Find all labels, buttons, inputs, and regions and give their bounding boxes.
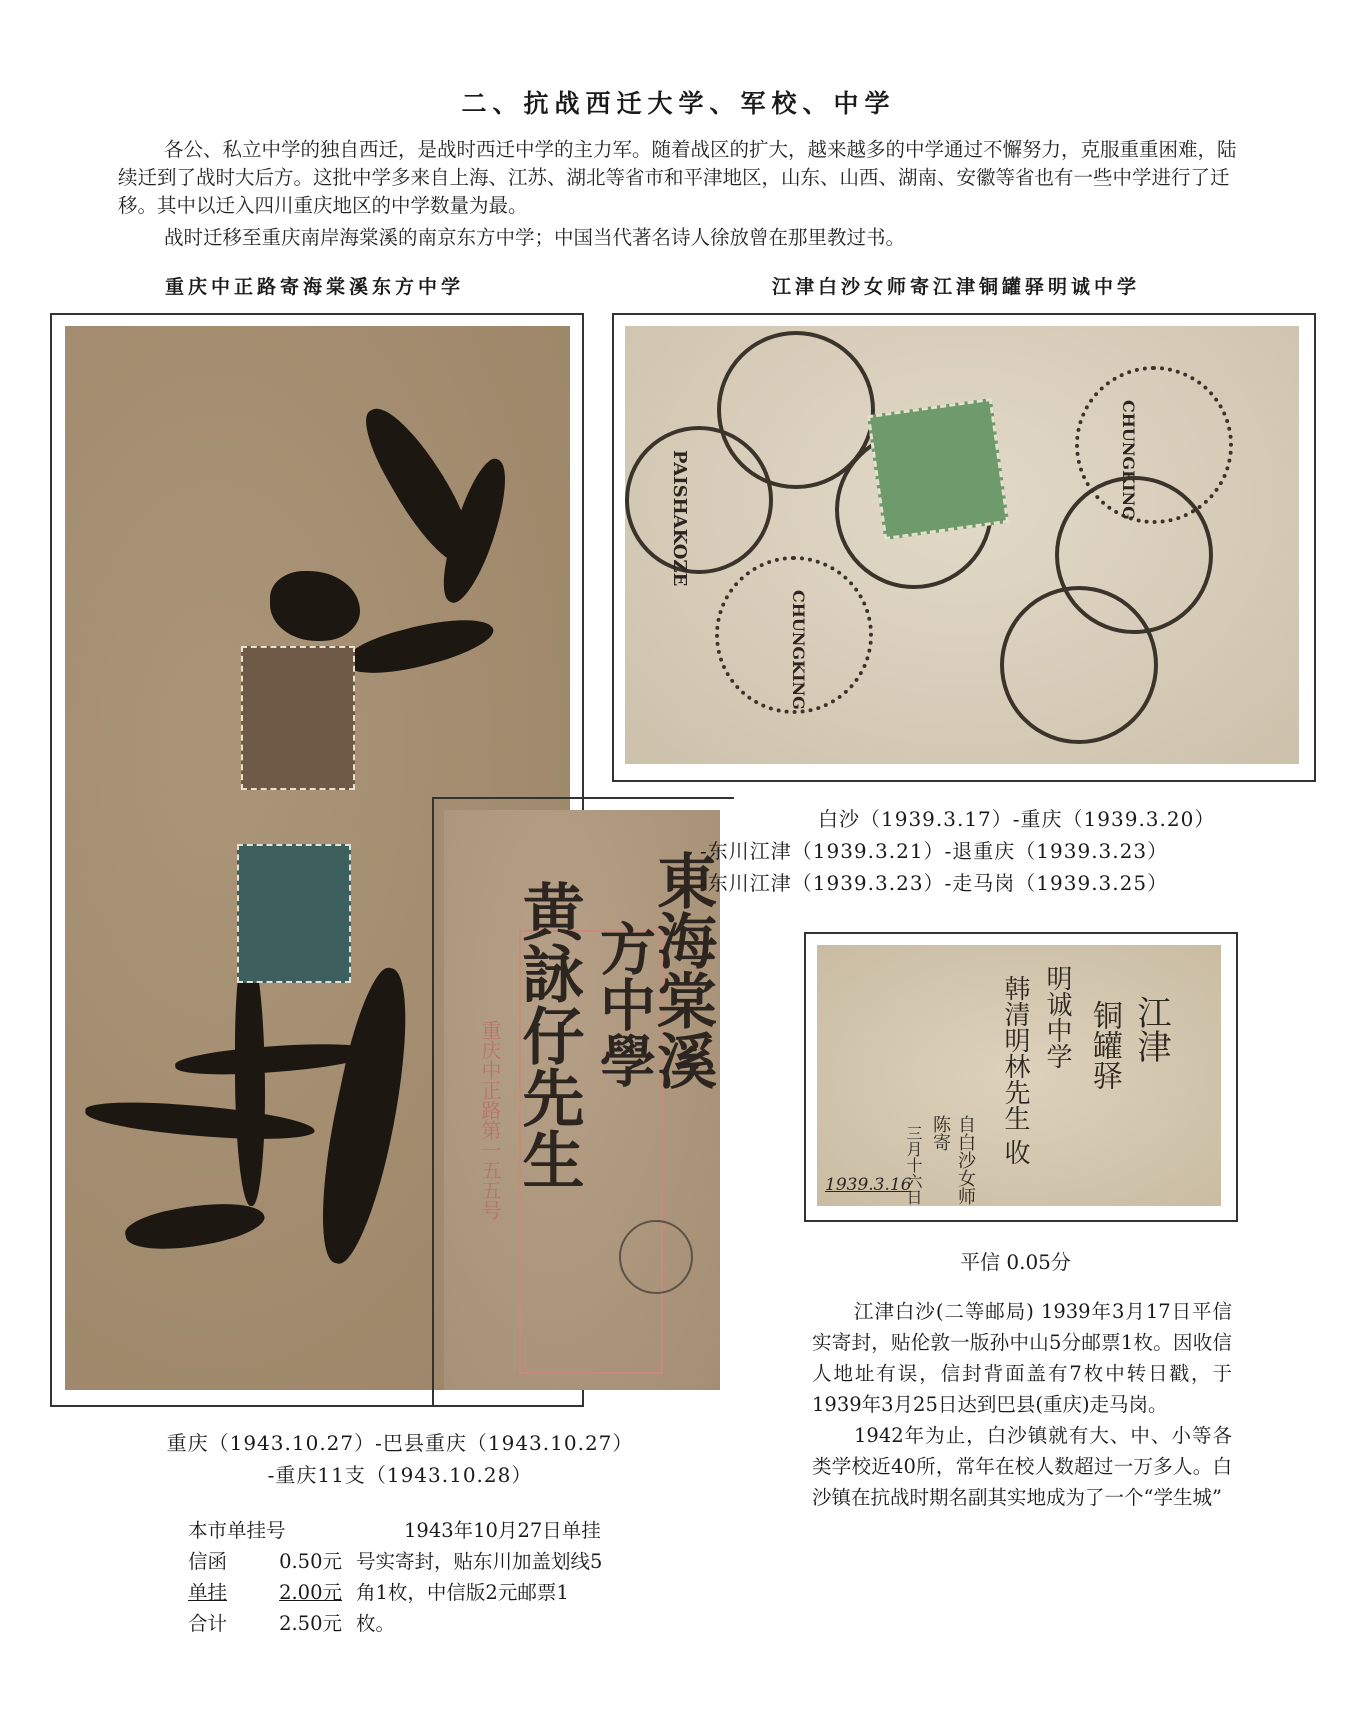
right-cover-front: 江津 铜罐驿 明诚中学 韩清明林先生 收 自白沙女师 陈寄 三月十六日 1939.3.16 — [817, 945, 1221, 1206]
intro-paragraph-2: 战时迁移至重庆南岸海棠溪的南京东方中学；中国当代著名诗人徐放曾在那里教过书。 — [164, 226, 906, 249]
right-cover-back — [625, 326, 1299, 764]
front-date: 1939.3.16 — [825, 1175, 912, 1195]
left-route: 重庆（1943.10.27）-巴县重庆（1943.10.27） -重庆11支（1943.10.28） — [166, 1431, 634, 1487]
left-caption: 重庆中正路寄海棠溪东方中学 — [165, 276, 465, 298]
postmark-chungking-2: CHUNGKING — [1075, 366, 1233, 524]
right-route: 白沙（1939.3.17）-重庆（1939.3.20） -东川江津（1939.3.21）-退重庆（1939.3.23） -东川江津（1939.3.23）-走马岗（1939.3.25） — [700, 807, 1216, 895]
postmark-chungking-1: CHUNGKING — [715, 556, 873, 714]
intro-paragraph: 各公、私立中学的独自西迁，是战时西迁中学的主力军。随着战区的扩大，越来越多的中学通过不懈努力，克服重重困难，陆续迁到了战时大后方。这批中学多来自上海、江苏、湖北等省市和平津地区，山东、山西、湖南、安徽等省也有一些中学进行了迁移。其中以迁入四川重庆地区的中学数量为最。 — [118, 138, 1237, 217]
stamp-sun-yatsen-2yuan — [237, 844, 351, 983]
stamp-overprint — [241, 646, 355, 790]
postage-fees: 本市单挂号 信函 0.50元 单挂 2.00元 合计 2.50元 — [188, 1515, 342, 1639]
sender-stamp: 重庆中正路第一五五号 — [478, 1020, 502, 1220]
postmark-paishakoze: PAISHAKOZE — [625, 426, 773, 574]
left-cover-front — [444, 810, 720, 1390]
left-description: 1943年10月27日单挂号实寄封，贴东川加盖划线5角1枚，中信版2元邮票1枚。 — [356, 1519, 603, 1635]
postmark — [619, 1220, 693, 1294]
stamp-sun-yatsen-5fen — [867, 398, 1009, 540]
page-title: 二、抗战西迁大学、军校、中学 — [461, 89, 896, 118]
right-rate: 平信 0.05分 — [960, 1250, 1071, 1274]
recipient-address: 東海棠溪 — [647, 850, 717, 1090]
right-caption: 江津白沙女师寄江津铜罐驿明诚中学 — [772, 276, 1141, 298]
recipient-name: 黄詠仔先生 — [512, 880, 585, 1190]
postmark-6 — [1000, 586, 1158, 744]
recipient-school: 方中學 — [591, 920, 657, 1088]
right-description: 江津白沙(二等邮局) 1939年3月17日平信实寄封，贴伦敦一版孙中山5分邮票1枚。因收信人地址有误，信封背面盖有7枚中转日戳，于1939年3月25日达到巴县(重庆)走马岗。 1942年为止，白沙镇就有大、中、小等各类学校近40所，常年在校人数超过一万多人。白沙镇在抗战时期名副其实地成为了一个“学生城” — [812, 1300, 1232, 1509]
fees-heading: 本市单挂号 — [188, 1519, 286, 1542]
